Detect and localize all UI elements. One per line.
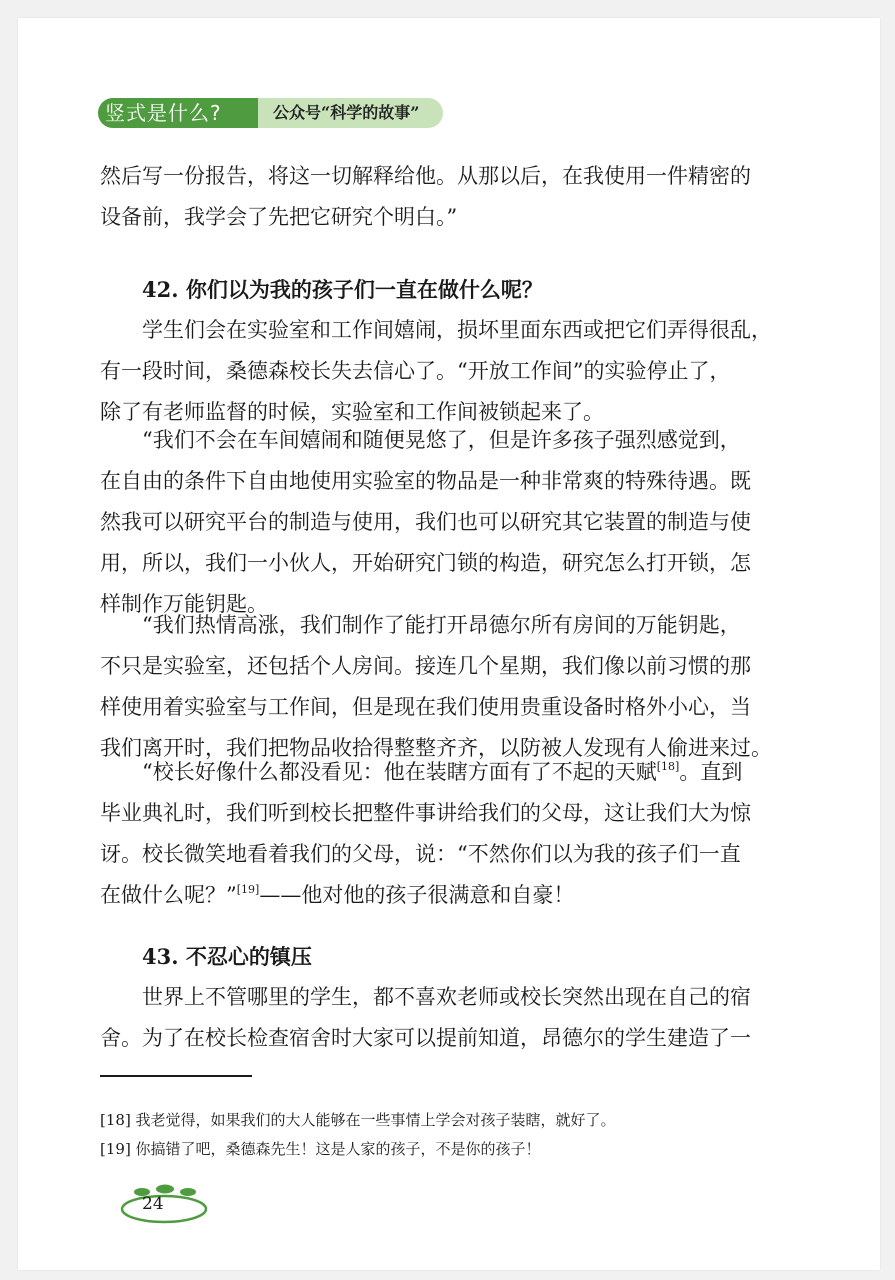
footnote-19: [19] 你搞错了吧，桑德森先生！这是人家的孩子，不是你的孩子！ (100, 1140, 541, 1158)
text-line: 在自由的条件下自由地使用实验室的物品是一种非常爽的特殊待遇。既 (100, 469, 751, 493)
text-line: 用，所以，我们一小伙人，开始研究门锁的构造，研究怎么打开锁，怎 (100, 551, 751, 575)
page-number: 24 (142, 1194, 164, 1214)
text-line: 有一段时间，桑德森校长失去信心了。“开放工作间”的实验停止了， (100, 359, 731, 383)
page-number-badge-icon (120, 1180, 220, 1224)
text-line: 样制作万能钥匙。 (100, 592, 268, 616)
text-line: 然后写一份报告，将这一切解释给他。从那以后，在我使用一件精密的 (100, 164, 751, 188)
text-line: 不只是实验室，还包括个人房间。接连几个星期，我们像以前习惯的那 (100, 654, 751, 678)
section-42-heading: 42. 你们以为我的孩子们一直在做什么呢？ (142, 277, 543, 302)
section-43-paragraph (100, 977, 790, 1059)
section-42-paragraph-2 (100, 420, 790, 625)
text-line: 我们离开时，我们把物品收拾得整整齐齐，以防被人发现有人偷进来过。 (100, 736, 772, 760)
footnote-18: [18] 我老觉得，如果我们的大人能够在一些事情上学会对孩子装瞎，就好了。 (100, 1111, 616, 1129)
text-line: 设备前，我学会了先把它研究个明白。” (100, 205, 458, 229)
footnote-ref-18: [18] (656, 760, 680, 773)
footnote-divider (100, 1075, 252, 1077)
text-line: 世界上不管哪里的学生，都不喜欢老师或校长突然出现在自己的宿 (100, 985, 751, 1009)
text-line: 学生们会在实验室和工作间嬉闹，损坏里面东西或把它们弄得很乱， (100, 318, 772, 342)
text-line: 样使用着实验室与工作间，但是现在我们使用贵重设备时格外小心，当 (100, 695, 751, 719)
text-line: 除了有老师监督的时候，实验室和工作间被锁起来了。 (100, 400, 604, 424)
section-42-paragraph-1 (100, 310, 790, 433)
text-segment: “校长好像什么都没看见：他在装瞎方面有了不起的天赋 (100, 760, 657, 784)
text-line: 舍。为了在校长检查宿舍时大家可以提前知道，昂德尔的学生建造了一 (100, 1026, 751, 1050)
text-segment: 在做什么呢？” (100, 883, 237, 907)
text-line (100, 752, 790, 793)
text-line (100, 875, 790, 916)
header-subtitle: 公众号“科学的故事” (273, 103, 420, 122)
text-line: 然我可以研究平台的制造与使用，我们也可以研究其它装置的制造与使 (100, 510, 751, 534)
section-42-paragraph-3 (100, 605, 790, 769)
footnote-ref-19: [19] (236, 883, 260, 896)
text-segment: ——他对他的孩子很满意和自豪！ (259, 883, 575, 907)
intro-paragraph (100, 156, 790, 238)
text-line: 讶。校长微笑地看着我们的父母，说：“不然你们以为我的孩子们一直 (100, 842, 741, 866)
section-42-paragraph-4 (100, 752, 790, 916)
header-title: 竖式是什么? (105, 101, 222, 125)
text-line: 毕业典礼时，我们听到校长把整件事讲给我们的父母，这让我们大为惊 (100, 801, 751, 825)
text-line: “我们不会在车间嬉闹和随便晃悠了，但是许多孩子强烈感觉到， (100, 428, 741, 452)
text-line: “我们热情高涨，我们制作了能打开昂德尔所有房间的万能钥匙， (100, 613, 741, 637)
section-43-heading: 43. 不忍心的镇压 (142, 944, 312, 969)
text-segment: 。直到 (679, 760, 743, 784)
